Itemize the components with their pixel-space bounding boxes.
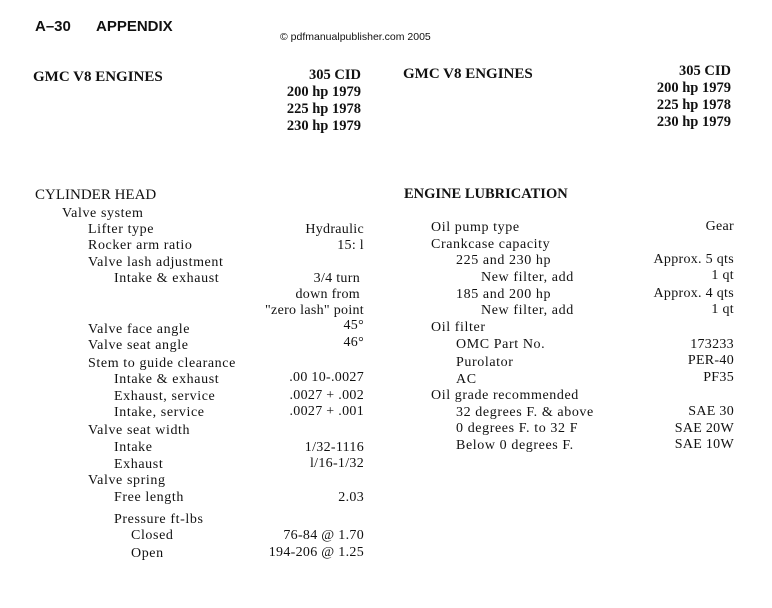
spec-row-label: Pressure ft-lbs [114, 512, 204, 527]
spec-row-label: OMC Part No. [456, 337, 546, 352]
spec-row-label: Below 0 degrees F. [456, 438, 574, 453]
spec-row-value: Approx. 4 qts [653, 286, 734, 301]
spec-row-label: Valve seat width [88, 423, 191, 438]
left-engine-title: GMC V8 ENGINES [33, 69, 163, 85]
spec-row-label: Lifter type [88, 222, 155, 237]
right-spec-line: 200 hp 1979 [656, 80, 731, 96]
spec-row-value: 15: l [337, 238, 364, 253]
spec-row-label: Oil pump type [431, 220, 520, 235]
spec-row-label: 225 and 230 hp [456, 253, 552, 268]
spec-row-label: Intake & exhaust [114, 372, 220, 387]
left-spec-displacement: 305 CID [309, 67, 361, 83]
spec-row-label: Oil grade recommended [431, 388, 579, 403]
spec-row-label: Oil filter [431, 320, 486, 335]
spec-row-label: AC [456, 372, 477, 387]
right-engine-title: GMC V8 ENGINES [403, 66, 533, 82]
spec-row-label: New filter, add [481, 270, 574, 285]
spec-row-label: New filter, add [481, 303, 574, 318]
page-id: A–30 [35, 18, 71, 35]
spec-row-label: Exhaust [114, 457, 164, 472]
right-spec-line: 225 hp 1978 [656, 97, 731, 113]
spec-row-label: Crankcase capacity [431, 237, 551, 252]
spec-row-value: Hydraulic [305, 222, 364, 237]
spec-row-label: Valve system [62, 206, 144, 221]
right-spec-line: 230 hp 1979 [656, 114, 731, 130]
right-spec-displacement: 305 CID [679, 63, 731, 79]
spec-row-label: 0 degrees F. to 32 F [456, 421, 579, 436]
left-spec-line: 230 hp 1979 [286, 118, 361, 134]
copyright-notice: © pdfmanualpublisher.com 2005 [280, 31, 431, 43]
spec-row-value: 1 qt [711, 302, 734, 317]
spec-row-value: 46° [343, 335, 364, 350]
spec-row-value: 1 qt [711, 268, 734, 283]
spec-row-label: Free length [114, 490, 184, 505]
spec-row-value: 76-84 @ 1.70 [283, 528, 364, 543]
spec-row-label: Valve face angle [88, 322, 191, 337]
spec-row-value: .0027 + .001 [289, 404, 364, 419]
spec-row-value: 173233 [690, 337, 734, 352]
spec-row-label: Stem to guide clearance [88, 356, 236, 371]
spec-row-value: PF35 [703, 370, 734, 385]
spec-row-value: SAE 10W [674, 437, 734, 452]
spec-row-value: .00 10-.0027 [289, 370, 364, 385]
left-spec-line: 200 hp 1979 [286, 84, 361, 100]
spec-row-label: Closed [131, 528, 174, 543]
spec-row-label: Rocker arm ratio [88, 238, 193, 253]
cylinder-head-heading: CYLINDER HEAD [35, 187, 157, 203]
spec-row-value: SAE 20W [674, 421, 734, 436]
spec-row-label: Open [131, 546, 164, 561]
spec-row-value: "zero lash" point [265, 303, 364, 318]
engine-lubrication-heading: ENGINE LUBRICATION [404, 186, 568, 202]
spec-row-value: 2.03 [338, 490, 364, 505]
spec-row-label: Intake & exhaust [114, 271, 220, 286]
spec-row-label: Intake, service [114, 405, 205, 420]
spec-row-label: Valve lash adjustment [88, 255, 224, 270]
section-label: APPENDIX [96, 18, 173, 35]
spec-row-value: down from [295, 287, 360, 302]
spec-row-value: Gear [705, 219, 734, 234]
spec-row-value: .0027 + .002 [289, 388, 364, 403]
spec-row-label: Valve seat angle [88, 338, 189, 353]
spec-row-value: 3/4 turn [313, 271, 360, 286]
spec-row-label: 32 degrees F. & above [456, 405, 594, 420]
spec-row-value: PER-40 [687, 353, 734, 368]
spec-row-value: 45° [343, 318, 364, 333]
spec-row-value: SAE 30 [688, 404, 734, 419]
left-spec-line: 225 hp 1978 [286, 101, 361, 117]
spec-row-value: 194-206 @ 1.25 [268, 545, 364, 560]
spec-row-label: Intake [114, 440, 153, 455]
spec-row-value: Approx. 5 qts [653, 252, 734, 267]
spec-row-value: 1/32-1116 [304, 440, 364, 455]
spec-row-label: Purolator [456, 355, 514, 370]
spec-row-label: 185 and 200 hp [456, 287, 552, 302]
spec-row-label: Valve spring [88, 473, 166, 488]
spec-row-label: Exhaust, service [114, 389, 216, 404]
spec-row-value: l/16-1/32 [309, 456, 364, 471]
